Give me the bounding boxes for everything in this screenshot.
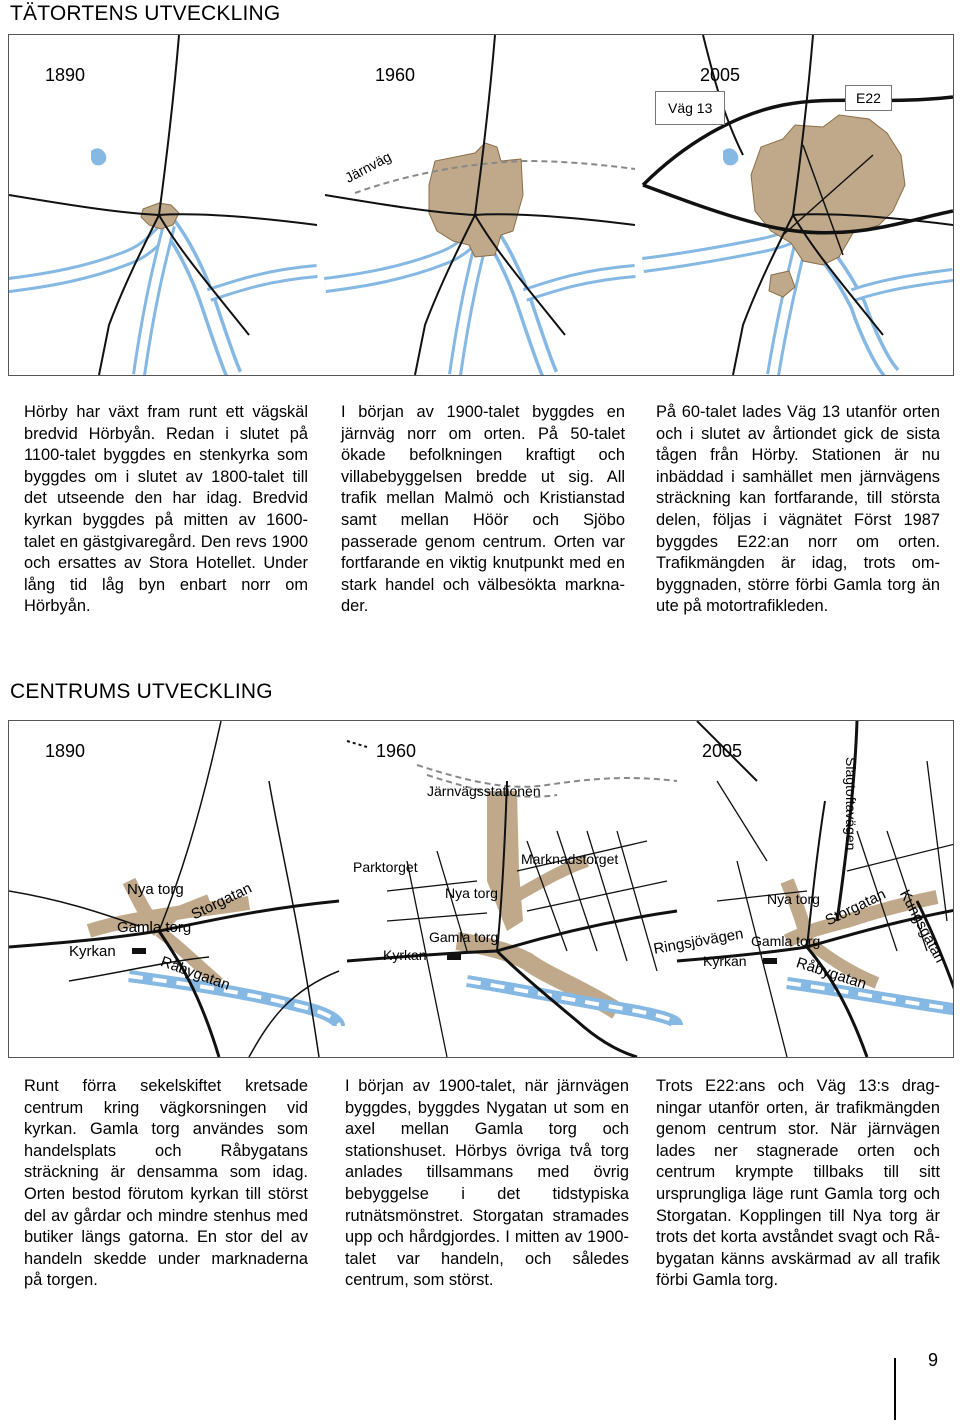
ringsjovagen-2005: Ringsjövägen: [652, 925, 745, 958]
kyrkan-1960: Kyrkan: [383, 947, 427, 963]
year-1890-centre: 1890: [45, 741, 86, 761]
nya-torg-1960: Nya torg: [445, 885, 498, 901]
jarnvagsstationen-1960: Järnvägsstationen: [427, 783, 541, 799]
centre-text-2005: Trots E22:ans och Väg 13:s dragningar utanför orten, är trafikmängden genom centrum stor. När järnvägen lades ner stagnerade orten och centrum krympte tillbaks till sitt ursprungliga läge runt Gamla torg och Storgatan. Kopplingen till Nya torg är trots det korta avståndet svagt och Råbygatan känns avskärmad av all trafik förbi Gamla torg.: [656, 1077, 940, 1290]
parktorget-1960: Parktorget: [353, 859, 418, 875]
e22-label: E22: [845, 85, 892, 111]
gamla-torg-1960: Gamla torg: [429, 929, 499, 945]
town-text-1960: I början av 1900-talet byggdes en järnväg norr om orten. På 50-talet ökade befolkningen kraftigt och villabebyggelsen bredde ut sig. All trafik mellan Malmö och Kristianstad samt mellan Höör och Sjöbo passerade genom centrum. Orten var fortfarande en viktig knutpunkt med en stark handel och välbesökta marknader.: [341, 403, 625, 616]
centre-development-maps: [8, 720, 954, 1058]
year-1960-town: 1960: [375, 65, 416, 85]
town-development-maps: [8, 34, 954, 376]
railway-label: Järnväg: [342, 148, 394, 186]
kyrkan-1890: Kyrkan: [69, 943, 116, 960]
page-number-rule: [894, 1358, 896, 1420]
rabygatan-2005: Råbygatan: [794, 954, 869, 993]
slagtoftavagen-2005: Slagtoftavägen: [843, 757, 859, 851]
year-1890-town: 1890: [45, 65, 86, 85]
page-number: 9: [927, 1350, 938, 1370]
town-text-1890: Hörby har växt fram runt ett vägskäl bredvid Hörbyån. Redan i slutet på 1100-talet byggdes en stenkyrka som byggdes om i slutet av 1800-talet till det utseende den har idag. Bredvid kyrkan byggdes på mitten av 1600-talet en gästgivaregård. Den revs 1900 och ersattes av Stora Hotellet. Under lång tid låg byn enbart norr om Hörbyån.: [24, 403, 308, 616]
rabygatan-1890: Råbygatan: [158, 953, 233, 994]
town-text-2005: På 60-talet lades Väg 13 utanför orten och i slutet av årtiondet gick de sista tågen från Hörby. Stationen är nu inbäddad i samhället men järnvägens sträckning kan fortfarande, till största delen, följas i vägnätet Först 1987 byggdes E22:an norr om orten. Trafikmängden är idag, trots ombyggnaden, större förbi Gamla torg än ute på motortrafikleden.: [656, 403, 940, 616]
nya-torg-1890: Nya torg: [127, 881, 184, 898]
map-2005: [643, 35, 953, 375]
section-title-centre: CENTRUMS UTVECKLING: [10, 680, 273, 703]
storgatan-2005: Storgatan: [822, 885, 889, 930]
town-maps-graphic: [9, 35, 953, 375]
kungsgatan-2005: Kungsgatan: [895, 887, 949, 966]
marknadstorget-1960: Marknadstorget: [521, 851, 619, 867]
year-1960-centre: 1960: [376, 741, 417, 761]
map-1960: [325, 35, 635, 375]
map-1890: [9, 35, 317, 375]
kyrkan-2005: Kyrkan: [703, 953, 747, 969]
year-2005-centre: 2005: [702, 741, 743, 761]
centre-text-1960: I början av 1900-talet, när järnvägen byggdes, byggdes Nygatan ut som en axel mellan Gamla torg och stationshuset. Hörbys övriga två torg anlades tillsammans med övrig bebyggelse i det tidstypiska rutnätsmönstret. Storgatan stramades upp och hårdgjordes. I mitten av 1900-talet var handeln, och således centrum, som störst.: [345, 1077, 629, 1290]
section-title-town: TÄTORTENS UTVECKLING: [10, 2, 281, 25]
road13-label: Väg 13: [655, 91, 725, 125]
year-2005-town: 2005: [700, 65, 741, 85]
nya-torg-2005: Nya torg: [767, 891, 820, 907]
centre-text-1890: Runt förra sekelskiftet kretsade centrum kring vägkorsningen vid kyrkan. Gamla torg användes som handelsplats och Råbygatans sträckning är densamma som idag. Orten bestod förutom kyrkan till störst del av gårdar och mindre stenhus med butiker längs gatorna. En stor del av handeln skedde under marknaderna på torgen.: [24, 1077, 308, 1290]
storgatan-1890: Storgatan: [188, 879, 255, 924]
gamla-torg-1890: Gamla torg: [117, 919, 192, 936]
gamla-torg-2005: Gamla torg: [751, 933, 821, 949]
